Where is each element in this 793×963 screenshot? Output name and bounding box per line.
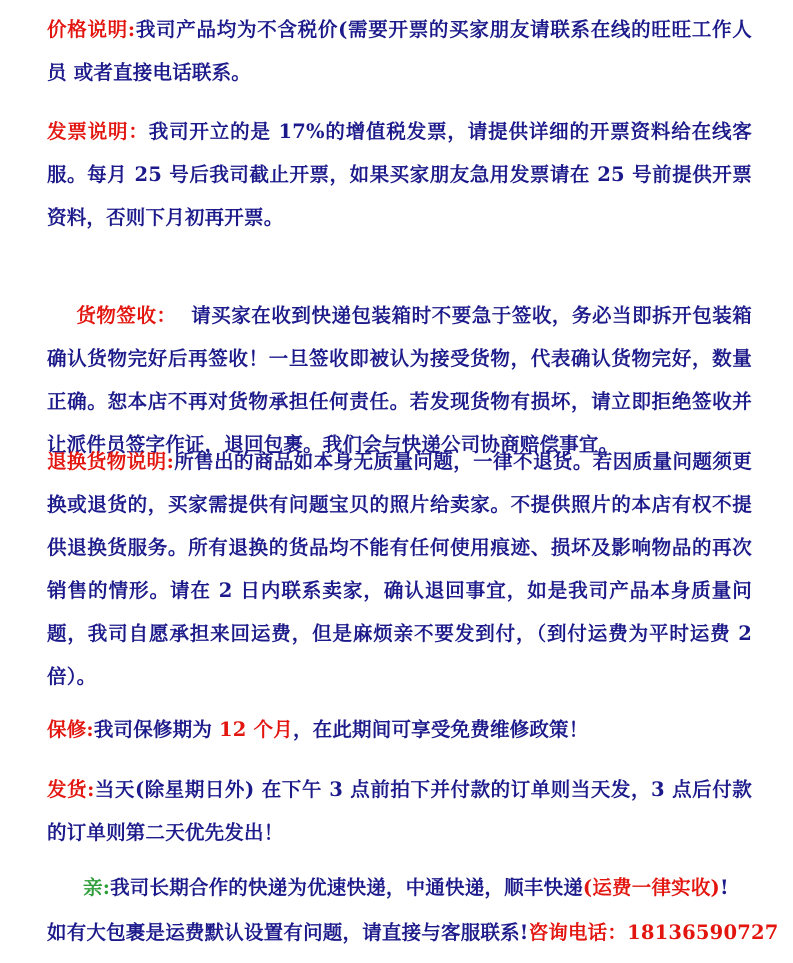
receipt-policy-text: 请买家在收到快递包装箱时不要急于签收，务必当即拆开包装箱确认货物完好后再签收！一旦签收即被认为接受货物，代表确认货物完好，数量正确。恕本店不再对货物承担任何责任。若发现货物有损坏，请立即拒绝签收并让派件员签字作证，退回包裹。我们会与快递公司协商赔偿事宜。 — [47, 304, 752, 456]
warranty-policy-label: 保修: — [47, 718, 94, 741]
price-policy-text: 我司产品均为不含税价(需要开票的买家朋友请联系在线的旺旺工作人员 或者直接电话联系。 — [47, 18, 752, 84]
shipping-policy-text: 当天(除星期日外) 在下午 3 点前拍下并付款的订单则当天发，3 点后付款的订单则第二天优先发出！ — [47, 778, 752, 844]
warranty-text-after: ，在此期间可享受免费维修政策！ — [292, 718, 589, 741]
courier-info-line — [47, 866, 752, 909]
shipping-policy-label: 发货: — [47, 778, 95, 801]
courier-text-before: 我司长期合作的快递为优速快递，中通快递，顺丰快递 — [110, 876, 583, 899]
receipt-policy-label: 货物签收： — [76, 304, 177, 327]
contact-text: 如有大包裹是运费默认设置有问题，请直接与客服联系! — [47, 921, 529, 944]
returns-policy-paragraph — [47, 440, 752, 698]
phone-label: 咨询电话： — [528, 921, 628, 944]
invoice-policy-text: 我司开立的是 17%的增值税发票，请提供详细的开票资料给在线客服。每月 25 号后我司截止开票，如果买家朋友急用发票请在 25 号前提供开票资料，否则下月初再开票。 — [47, 120, 752, 229]
returns-policy-label: 退换货物说明: — [47, 450, 174, 473]
invoice-policy-paragraph — [47, 110, 752, 239]
courier-greeting-label: 亲: — [83, 876, 111, 899]
warranty-text-before: 我司保修期为 — [93, 718, 220, 741]
courier-text-after: ! — [719, 876, 729, 899]
courier-fee-highlight: (运费一律实收) — [582, 876, 720, 899]
shipping-policy-paragraph — [47, 768, 752, 854]
price-policy-label: 价格说明: — [47, 18, 136, 41]
warranty-period-highlight: 12 个月 — [219, 718, 293, 741]
price-policy-paragraph — [47, 8, 752, 94]
warranty-policy-paragraph — [47, 708, 752, 751]
invoice-policy-label: 发票说明： — [47, 120, 149, 143]
phone-number: 18136590727 — [627, 921, 779, 944]
returns-policy-text: 所售出的商品如本身无质量问题，一律不退货。若因质量问题须更换或退货的，买家需提供有问题宝贝的照片给卖家。不提供照片的本店有权不提供退换货服务。所有退换的货品均不能有任何使用痕迹、损坏及影响物品的再次销售的情形。请在 2 日内联系卖家，确认退回事宜，如是我司产品本身质量问题，我司自愿承担来回运费，但是麻烦亲不要发到付，（到付运费为平时运费 2 倍）。 — [47, 450, 752, 688]
contact-info-line — [47, 911, 779, 954]
